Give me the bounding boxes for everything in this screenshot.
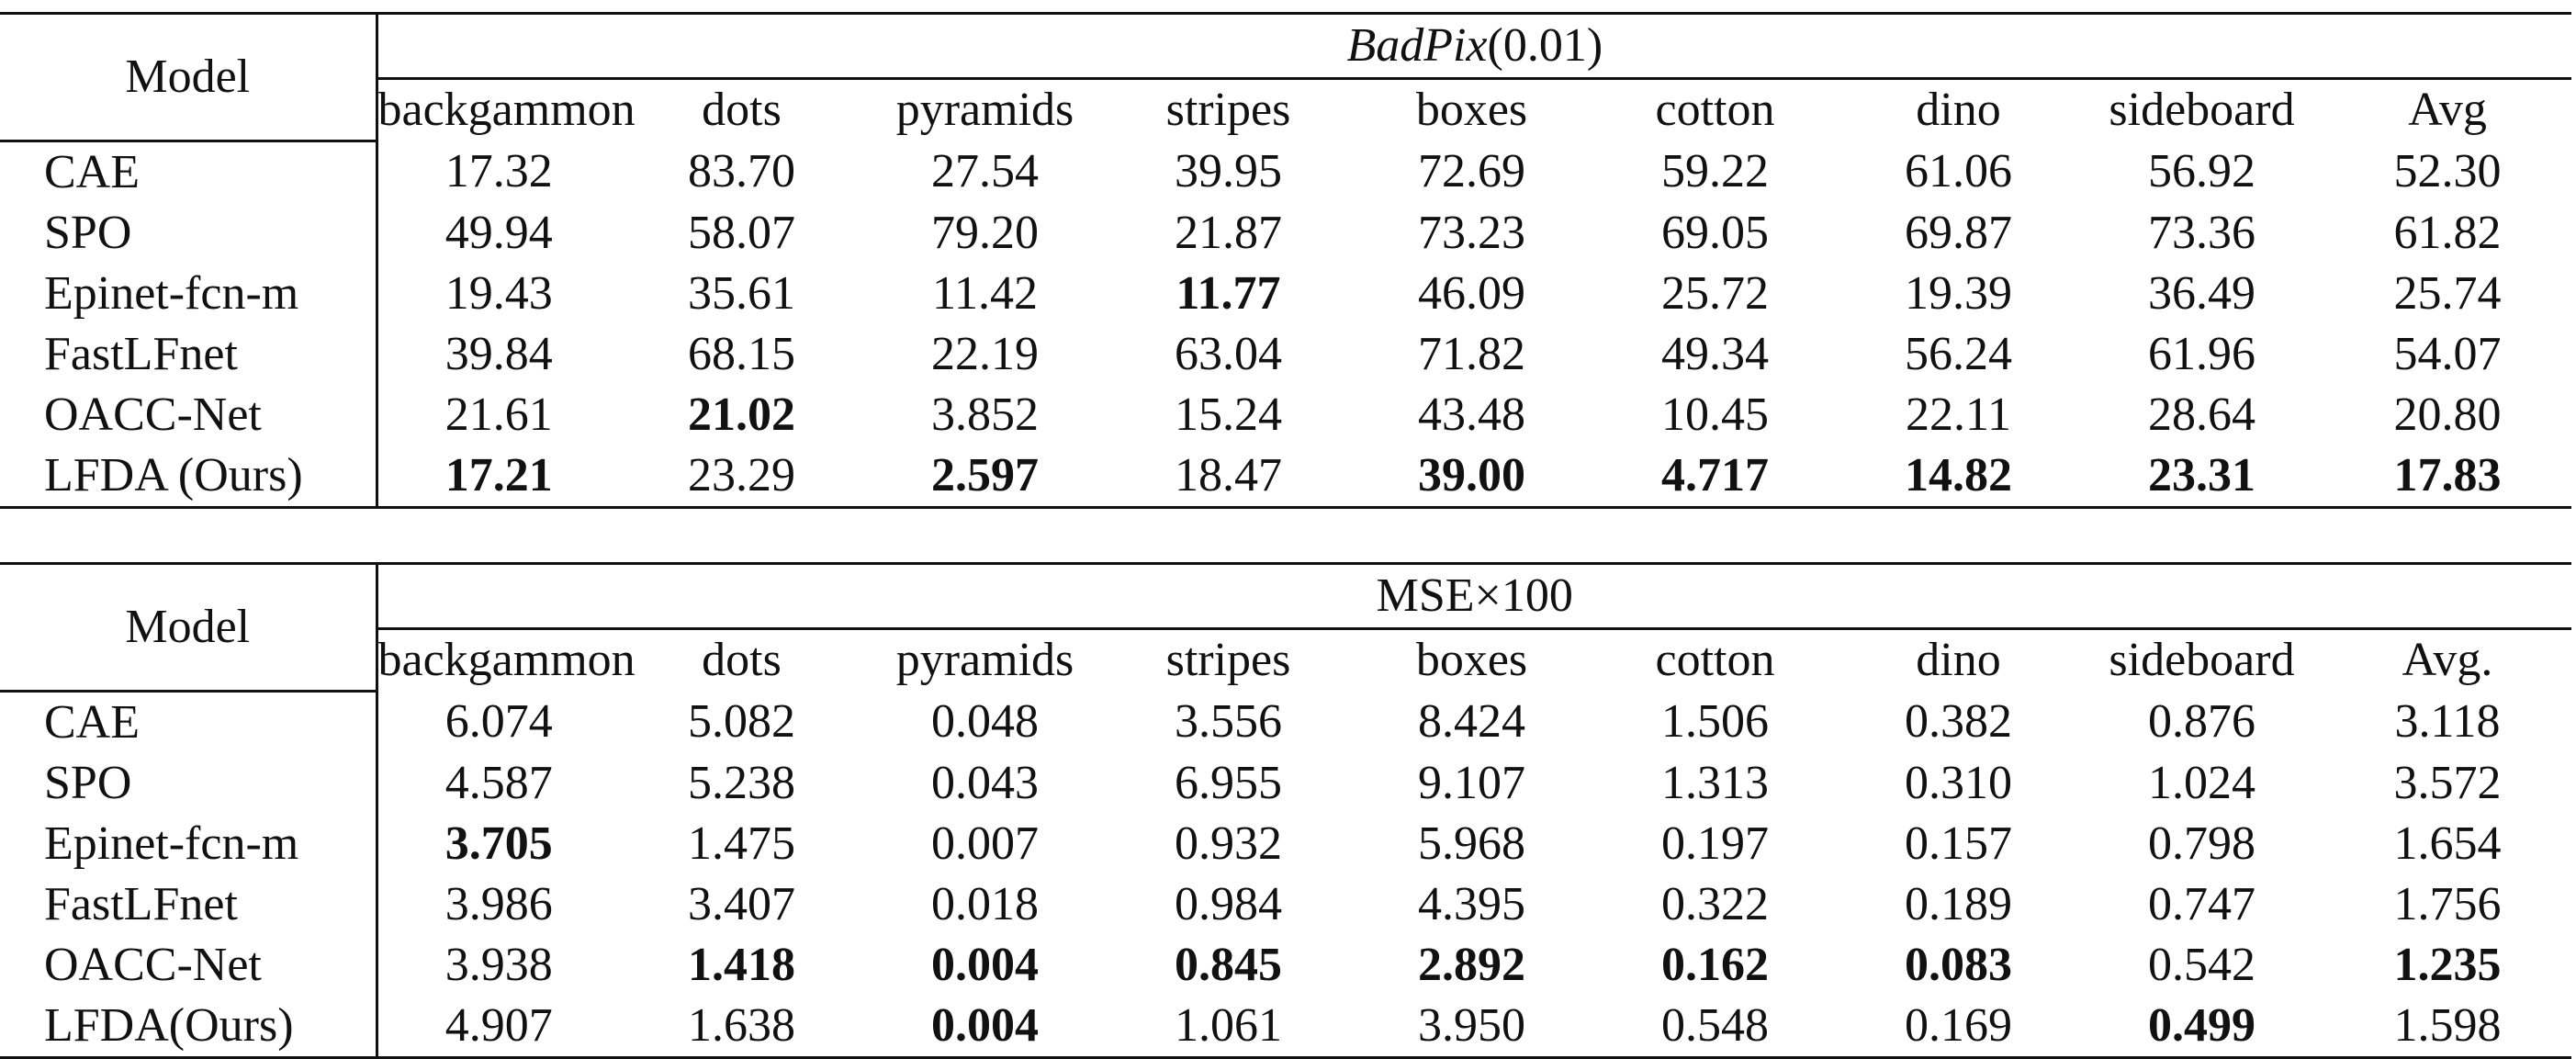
value-cell: 20.80 [2393,388,2502,441]
value-cell: 0.548 [1593,996,1837,1058]
value-cell: 61.06 [1905,144,2012,197]
value-cell: 1.061 [1107,996,1350,1058]
value-cell: 39.95 [1175,144,1282,197]
column-header: boxes [1415,634,1528,686]
column-header: boxes [1415,84,1528,136]
value-cell: 6.074 [444,694,553,748]
column-header: pyramids [895,84,1074,136]
value-cell: 0.048 [931,694,1039,748]
value-cell: 0.984 [1175,877,1282,930]
value-cell: 6.955 [1175,756,1282,809]
value-cell: 15.24 [1175,388,1282,441]
value-cell: 22.11 [1905,388,2012,441]
value-cell: 0.007 [931,817,1039,870]
value-cell: 0.197 [1661,817,1769,870]
mse-table [0,562,2571,1059]
value-cell: 3.556 [1175,694,1282,748]
value-cell: 0.043 [931,756,1039,809]
value-cell: 9.107 [1418,756,1525,809]
value-cell: 3.705 [444,817,553,870]
value-cell: 3.986 [444,877,553,930]
column-header: Avg [2408,84,2487,136]
value-cell: 1.756 [2393,877,2502,930]
model-name-cell: LFDA (Ours) [0,445,377,508]
column-header: stripes [1165,84,1291,136]
metric-header: MSE×100 [377,564,2571,629]
value-cell: 0.932 [1175,817,1282,870]
value-cell: 54.07 [2393,327,2502,380]
value-cell: 3.572 [2393,756,2502,809]
value-cell: 1.506 [1661,694,1769,748]
value-cell: 0.162 [1661,938,1769,991]
value-cell: 25.72 [1661,266,1769,320]
value-cell: 61.96 [2148,327,2255,380]
column-header: dots [702,634,782,686]
column-header: dino [1916,84,2001,136]
value-cell: 21.87 [1175,206,1282,259]
value-cell: 4.907 [377,996,620,1058]
value-cell: 69.87 [1905,206,2012,259]
column-header: cotton [1655,634,1775,686]
column-header: dino [1916,634,2001,686]
value-cell: 5.238 [688,756,795,809]
table-row [0,264,2571,324]
value-cell: 4.587 [444,756,553,809]
value-cell: 1.313 [1661,756,1769,809]
value-cell: 39.84 [444,327,553,380]
value-cell: 1.654 [2393,817,2502,870]
table-row [0,324,2571,385]
value-cell: 21.02 [688,388,795,441]
value-cell: 56.24 [1905,327,2012,380]
table-row [0,141,2571,203]
model-header: Model [0,564,377,692]
value-cell: 0.157 [1905,817,2012,870]
column-header: sideboard [2109,84,2295,136]
value-cell: 1.475 [688,817,795,870]
model-name-cell: OACC-Net [0,385,377,445]
value-cell: 8.424 [1418,694,1525,748]
value-cell: 1.638 [620,996,863,1058]
value-cell: 4.395 [1418,877,1525,930]
value-cell: 0.004 [931,938,1039,991]
value-cell: 79.20 [931,206,1039,259]
value-cell: 17.32 [444,144,553,197]
table-row [0,385,2571,445]
value-cell: 61.82 [2393,206,2502,259]
value-cell: 59.22 [1661,144,1769,197]
value-cell: 0.747 [2148,877,2255,930]
value-cell: 3.938 [444,938,553,991]
value-cell: 18.47 [1107,445,1350,508]
model-name-cell: CAE [0,691,377,753]
model-name-cell: OACC-Net [0,935,377,996]
column-header: Avg. [2402,634,2493,686]
value-cell: 72.69 [1418,144,1525,197]
metric-header: BadPix(0.01) [377,14,2571,79]
value-cell: 56.92 [2148,144,2255,197]
table-row [0,935,2571,996]
column-header: cotton [1655,84,1775,136]
value-cell: 1.024 [2148,756,2255,809]
value-cell: 11.42 [931,266,1039,320]
value-cell: 0.382 [1905,694,2012,748]
value-cell: 49.34 [1661,327,1769,380]
badpix-table [0,12,2571,509]
column-header: backgammon [377,634,636,686]
column-header: stripes [1165,634,1291,686]
value-cell: 1.598 [2323,996,2571,1058]
model-name-cell: Epinet-fcn-m [0,264,377,324]
value-cell: 68.15 [688,327,795,380]
model-name-cell: SPO [0,753,377,814]
value-cell: 0.189 [1905,877,2012,930]
value-cell: 19.43 [444,266,553,320]
value-cell: 0.169 [1837,996,2080,1058]
model-name-cell: LFDA(Ours) [0,996,377,1058]
value-cell: 21.61 [444,388,553,441]
value-cell: 0.322 [1661,877,1769,930]
table-row [0,996,2571,1058]
table-row [0,874,2571,935]
value-cell: 69.05 [1661,206,1769,259]
value-cell: 11.77 [1176,266,1281,320]
value-cell: 36.49 [2148,266,2255,320]
value-cell: 3.118 [2394,694,2501,748]
value-cell: 83.70 [688,144,795,197]
value-cell: 43.48 [1418,388,1525,441]
value-cell: 3.852 [931,388,1039,441]
value-cell: 39.00 [1350,445,1593,508]
value-cell: 2.597 [863,445,1107,508]
value-cell: 0.018 [931,877,1039,930]
value-cell: 23.31 [2080,445,2323,508]
column-header-row [0,629,2571,692]
value-cell: 35.61 [688,266,795,320]
column-header-row [0,79,2571,141]
value-cell: 3.950 [1350,996,1593,1058]
value-cell: 4.717 [1593,445,1837,508]
value-cell: 0.499 [2080,996,2323,1058]
value-cell: 14.82 [1837,445,2080,508]
column-header: dots [702,84,782,136]
model-name-cell: Epinet-fcn-m [0,814,377,874]
table-row [0,753,2571,814]
column-header: backgammon [377,84,636,136]
value-cell: 0.798 [2148,817,2255,870]
value-cell: 27.54 [931,144,1039,197]
value-cell: 1.418 [688,938,795,991]
value-cell: 10.45 [1661,388,1769,441]
value-cell: 2.892 [1418,938,1525,991]
value-cell: 0.083 [1905,938,2012,991]
value-cell: 1.235 [2393,938,2502,991]
value-cell: 23.29 [620,445,863,508]
value-cell: 19.39 [1905,266,2012,320]
value-cell: 3.407 [688,877,795,930]
value-cell: 49.94 [444,206,553,259]
model-header: Model [0,14,377,141]
model-name-cell: FastLFnet [0,874,377,935]
model-name-cell: FastLFnet [0,324,377,385]
value-cell: 63.04 [1175,327,1282,380]
value-cell: 0.310 [1905,756,2012,809]
value-cell: 25.74 [2393,266,2502,320]
column-header: pyramids [895,634,1074,686]
value-cell: 0.876 [2148,694,2255,748]
value-cell: 46.09 [1418,266,1525,320]
value-cell: 0.542 [2148,938,2255,991]
value-cell: 17.83 [2323,445,2571,508]
value-cell: 0.004 [863,996,1107,1058]
column-header: sideboard [2109,634,2295,686]
table-row [0,203,2571,264]
table-row [0,691,2571,753]
table-row [0,445,2571,508]
value-cell: 52.30 [2393,144,2502,197]
value-cell: 5.968 [1418,817,1525,870]
value-cell: 0.845 [1175,938,1282,991]
value-cell: 58.07 [688,206,795,259]
model-name-cell: SPO [0,203,377,264]
model-name-cell: CAE [0,141,377,203]
value-cell: 22.19 [931,327,1039,380]
value-cell: 17.21 [377,445,620,508]
value-cell: 71.82 [1418,327,1525,380]
table-row [0,814,2571,874]
value-cell: 5.082 [688,694,795,748]
value-cell: 28.64 [2148,388,2255,441]
value-cell: 73.36 [2148,206,2255,259]
value-cell: 73.23 [1418,206,1525,259]
